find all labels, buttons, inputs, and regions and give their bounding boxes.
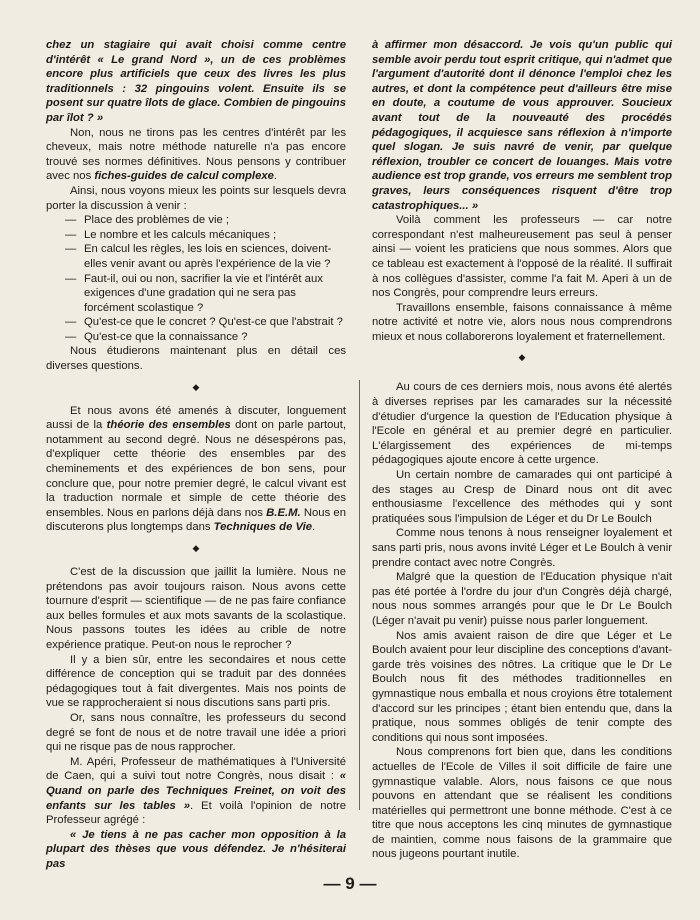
- emphasis-fiches-guides: fiches-guides de calcul complexe: [94, 170, 274, 183]
- list-item: — Le nombre et les calculs mécaniques ;: [70, 228, 346, 243]
- emphasis-bem: B.E.M.: [266, 506, 301, 519]
- quote-professeur-agrege-start: « Je tiens à ne pas cacher mon opposition à la plupart des thèses que vous défendez. Je n'hésiterai pas: [46, 828, 346, 870]
- paragraph-points-discussion: Ainsi, nous voyons mieux les points sur lesquels devra porter la discussion à venir :: [46, 184, 346, 212]
- paragraph-m-aperi: M. Apéri, Professeur de mathématiques à l'Université de Caen, qui a suivi tout notre Congrès, nous disait : « Quand on parle des Techniques Freinet, on voit des enfants sur les tables ». Et voilà l'opinion de notre Professeur agrégé :: [46, 755, 346, 827]
- section-separator-diamond: ◆: [192, 381, 200, 392]
- paragraph-cresp-dinard: Un certain nombre de camarades qui ont participé à des stages au Cresp de Dinard nous ont dit avec enthousiasme l'excellence des méthodes qui y sont pratiquées sous l'impulsion de Léger et du Dr Le Boulch: [372, 469, 672, 525]
- right-column: [372, 38, 672, 862]
- paragraph-gymnastique: Nous comprenons fort bien que, dans les conditions actuelles de l'Ecole de Villes il soit difficile de faire une gymnastique valable. Alors, nous faisons ce que nous pouvons en attendant que se réalisent les conditions matérielles qui permettront une bonne méthode. C'est à ce titre que nous acceptons les cinq minutes de gymnastique de maintien, comme nous faisons de la grammaire que nous jugeons pourtant inutile.: [372, 746, 672, 861]
- paragraph-travaillons-ensemble: Travaillons ensemble, faisons connaissance à même notre activité et notre vie, alors nous nous comprendrons mieux et nous collaborerons loyalement et fraternellement.: [372, 301, 672, 343]
- paragraph-centres-interet: Non, nous ne tirons pas les centres d'intérêt par les cheveux, mais notre méthode naturelle n'a pas encore trouvé ses normes définitives. Nous pensons y contribuer avec nos fiches-guides de calcul complexe.: [46, 126, 346, 183]
- quote-penguins: chez un stagiaire qui avait choisi comme centre d'intérêt « Le grand Nord », un de ces problèmes encore plus artificiels que ceux des livres les plus traditionnels : 32 pingouins volent. Ensuite ils se posent sur quatre îlots de glace. Combien de pingouins par îlot ? »: [46, 39, 346, 124]
- section-separator-diamond: ◆: [192, 543, 200, 553]
- column-divider: [359, 380, 360, 810]
- page-number: — 9 —: [323, 874, 377, 893]
- paragraph-education-physique: Au cours de ces derniers mois, nous avons été alertés à diverses reprises par les camarades sur la nécessité d'étudier d'urgence la question de l'Education physique à l'Ecole en général et au premier degré en particulier. L'élargissement des expériences de mi-temps pédagogiques ajoute encore à cette urgence.: [372, 381, 672, 467]
- list-item: — Qu'est-ce que le concret ? Qu'est-ce que l'abstrait ?: [70, 315, 346, 330]
- paragraph-professeurs-second-degre: Or, sans nous connaître, les professeurs du second degré se font de nous et de notre travail une idée a priori qui ne risque pas de nous rapprocher.: [46, 711, 346, 754]
- paragraph-secondaires: Il y a bien sûr, entre les secondaires et nous cette différence de conception qui se traduit par des données pédagogiques tout à fait divergentes. Mais nos points de vue se rapprocheraient si nous discutions sans parti pris.: [46, 653, 346, 710]
- list-item: — Qu'est-ce que la connaissance ?: [70, 330, 346, 345]
- list-item: — En calcul les règles, les lois en sciences, doivent-elles venir avant ou après l'expérience de la vie ?: [70, 242, 346, 271]
- emphasis-theorie-ensembles: théorie des ensembles: [106, 419, 231, 432]
- emphasis-quote-freinet: « Quand on parle des Techniques Freinet, on voit des enfants sur les tables »: [46, 770, 346, 812]
- list-item: — Place des problèmes de vie ;: [70, 213, 346, 228]
- list-item: — Faut-il, oui ou non, sacrifier la vie et l'intérêt aux exigences d'une gradation qui ne sera pas forcément scolastique ?: [70, 272, 346, 316]
- paragraph-invitation: Comme nous tenons à nous renseigner loyalement et sans parti pris, nous avons invité Léger et Le Boulch à venir prendre contact avec notre Congrès.: [372, 527, 672, 569]
- paragraph-nos-amis: Nos amis avaient raison de dire que Léger et Le Boulch avaient pour leur discipline des conceptions d'avant-garde très voisines des nôtres. La critique que le Dr Le Boulch nous fit des méthodes traditionnelles en gymnastique nous emballa et nous croyions être totalement d'accord sur les principes ; étant bien entendu que, dans la pratique, nous sommes obligés de tenir compte des conditions qui nous sont imposées.: [372, 629, 672, 744]
- emphasis-techniques-de-vie: Techniques de Vie: [213, 521, 313, 534]
- quote-professeur-agrege-end: à affirmer mon désaccord. Je vois qu'un public qui semble avoir perdu tout esprit critique, qui n'admet que l'argument d'autorité dont il dénonce l'emploi chez les autres, et dont la compétence peut d'ailleurs être mise en doute, a coutume de vous approuver. Soucieux avant tout de la nouveauté des procédés pédagogiques, il acquiesce sans réflexion à n'importe quel slogan. Je suis navré de venir, par quelque réflexion, troubler ce concert de louanges. Mais votre audience est trop grande, vos erreurs me semblent trop graves, leurs conséquences risquent d'être trop catastrophiques... »: [372, 39, 672, 212]
- discussion-points-list: [46, 213, 346, 344]
- paragraph-discussion-lumiere: C'est de la discussion que jaillit la lumière. Nous ne prétendons pas avoir toujours raison. Nous avons cette tournure d'esprit — scientifique — de ne pas faire confiance aux belles formules et aux mots savants de la scolastique. Nous passons toutes les idées au crible de notre expérience pratique. Peut-on nous le reprocher ?: [46, 566, 346, 651]
- left-column: [46, 38, 346, 871]
- section-separator-diamond: ◆: [518, 352, 526, 363]
- paragraph-theorie-ensembles: Et nous avons été amenés à discuter, longuement aussi de la théorie des ensembles dont on parle partout, notamment au second degré. Nous ne désespérons pas, d'expliquer cette théorie des ensembles par des cheminements et des expériences de bon sens, pour conclure que, pour notre premier degré, le calcul vivant est la traduction normale et simple de cette théorie des ensembles. Nous en parlons déjà dans nos B.E.M. Nous en discuterons plus longtemps dans Techniques de Vie.: [46, 404, 346, 534]
- paragraph-etudierons: Nous étudierons maintenant plus en détail ces diverses questions.: [46, 345, 346, 373]
- paragraph-congres: Malgré que la question de l'Education physique n'ait pas été portée à l'ordre du jour d'un Congrès déjà chargé, nous nous sommes arrangés pour que le Dr Le Boulch (Léger n'avait pu venir) puisse nous parler longuement.: [372, 571, 672, 627]
- paragraph-voila-professeurs: Voilà comment les professeurs — car notre correspondant n'est malheureusement pas seul à penser ainsi — voient les praticiens que nous sommes. Alors que ce tableau est exactement à l'opposé de la réalité. Il suffirait à nos collègues d'assister, comme l'a fait M. Aperi à un de nos Congrès, pour comprendre leurs erreurs.: [372, 214, 672, 300]
